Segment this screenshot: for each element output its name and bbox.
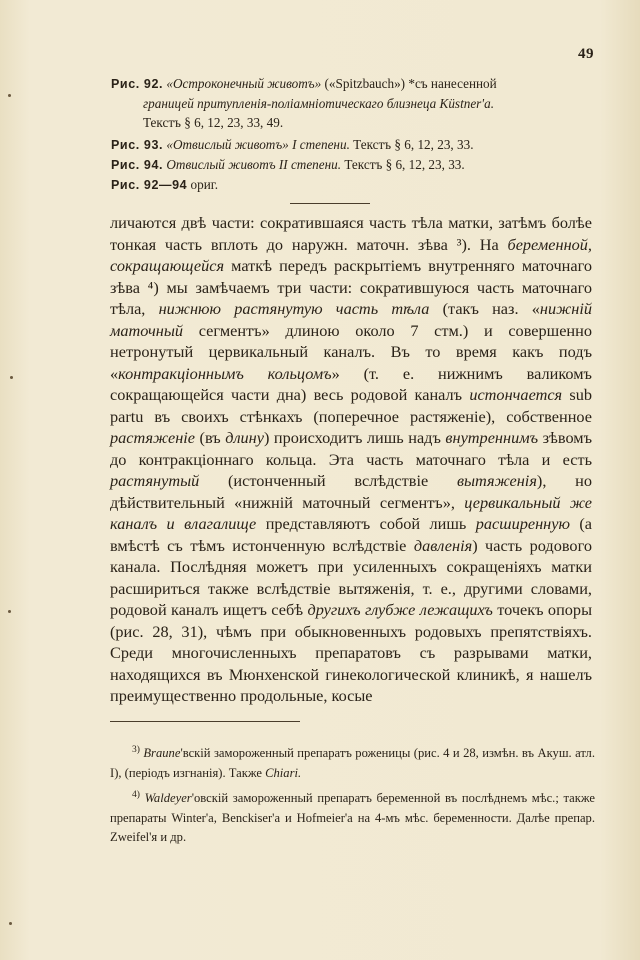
emphasis: нижній маточный <box>110 299 592 340</box>
footnote-text: 'вскій замороженный препаратъ роженицы (рис. 4 и 28, измѣн. въ Акуш. атл. I), (періодъ изгнанія). Также <box>110 746 595 780</box>
page-edge-mark <box>9 922 12 925</box>
emphasis: истончается <box>469 385 563 404</box>
footnote-author: Waldeyer <box>144 791 192 805</box>
emphasis: растянутый <box>110 471 200 490</box>
page-edge-mark <box>10 376 13 379</box>
page-edge-mark <box>8 610 11 613</box>
text-run: (истонченный вслѣдствіе <box>199 471 457 490</box>
emphasis: длину <box>225 428 264 447</box>
emphasis: растяженіе <box>110 428 196 447</box>
footnote-4 <box>110 789 595 848</box>
text-run: зѣвомъ до контракціоннаго кольца. Эта часть маточнаго тѣла и есть <box>110 428 592 469</box>
text-run: (такъ наз. « <box>429 299 540 318</box>
emphasis: контракціоннымъ кольцомъ <box>118 363 332 383</box>
text-run: ) происходитъ лишь надъ <box>263 428 446 447</box>
caption-label: Рис. 93. <box>111 138 164 152</box>
caption-divider <box>290 203 370 204</box>
caption-text: Текстъ § 6, 12, 23, 33. <box>341 157 465 172</box>
figure-captions <box>111 74 601 195</box>
emphasis: цервикальный же каналъ и влагалище <box>110 492 592 533</box>
caption-continuation: границей притупленія-поліамніотическаго близнеца Küstner'a. <box>143 96 495 111</box>
emphasis: вытяженія <box>456 471 537 490</box>
text-run: личаются двѣ части: сократившаяся часть тѣла матки, затѣмъ болѣе тонкая часть вплоть до наружн. маточн. зѣва ³). На <box>110 213 592 254</box>
text-run: ), но дѣйствительный «нижній маточный сегментъ», <box>110 471 592 512</box>
caption-references: Текстъ § 6, 12, 23, 33, 49. <box>143 115 284 130</box>
main-text <box>110 212 592 707</box>
emphasis: беременной, сокращающейся <box>110 234 592 275</box>
footnote-author: Braune <box>143 746 181 760</box>
footnote-author: Chiari. <box>265 765 302 780</box>
text-run: сегментъ» длиною около 7 стм.) и совершенно нетронутый цервикальный каналъ. Въ то время какъ подъ « <box>110 320 592 383</box>
caption-fig-93 <box>111 135 601 155</box>
footnote-text: 'овскій замороженный препаратъ беременной въ послѣднемъ мѣс.; также препараты Winter'a, Benckiser'a и Hofmeier'a на 4-мъ мѣс. беременности. Далѣе препар. Zweifel'я и др. <box>110 791 595 844</box>
footnote-3 <box>110 744 595 783</box>
emphasis: другихъ глубже лежащихъ <box>307 600 493 619</box>
text-run: (въ <box>195 428 226 447</box>
caption-label: Рис. 92—94 <box>111 178 188 192</box>
footnotes <box>110 744 595 854</box>
page-edge-mark <box>8 94 11 97</box>
emphasis: внутреннимъ <box>445 428 539 447</box>
caption-title: Отвислый животъ II степени. <box>166 157 342 172</box>
caption-fig-94 <box>111 155 601 175</box>
caption-label: Рис. 94. <box>111 158 164 172</box>
caption-label: Рис. 92. <box>111 77 164 91</box>
caption-text: («Spitzbauch») *съ нанесенной <box>321 76 497 91</box>
text-run: » (т. е. нижнимъ валикомъ сокращающейся части дна) весь родовой каналъ <box>110 363 592 404</box>
caption-text: ориг. <box>187 177 218 192</box>
text-run: маткѣ передъ раскрытіемъ внутренняго маточнаго зѣва ⁴) мы замѣчаемъ три части: сократившуюся часть маточнаго тѣла, <box>110 256 592 318</box>
text-run: ) часть родового канала. Послѣдняя можетъ при усиленныхъ сокращеніяхъ матки расшириться также вслѣдствіе вытяженія, т. е., другими словами, родовой каналъ ищетъ себѣ <box>110 535 592 619</box>
emphasis: расширенную <box>475 514 570 533</box>
caption-text: Текстъ § 6, 12, 23, 33. <box>349 137 474 152</box>
text-run: (а вмѣстѣ съ тѣмъ истонченную вслѣдствіе <box>110 514 593 555</box>
body-paragraph <box>110 212 592 707</box>
page-number: 49 <box>578 46 594 62</box>
emphasis: нижнюю растянутую часть тѣла <box>158 299 430 318</box>
footnote-mark: 4) <box>132 789 140 800</box>
text-run: представляютъ собой лишь <box>256 514 476 533</box>
caption-title: «Остроконечный животъ» <box>166 76 322 91</box>
caption-degree: I степени. <box>288 137 350 152</box>
caption-fig-92-94 <box>111 175 601 195</box>
footnote-divider <box>110 721 300 722</box>
footnote-mark: 3) <box>132 744 140 755</box>
text-run: точекъ опоры (рис. 28, 31), чѣмъ при обыкновенныхъ родовыхъ препятствіяхъ. Среди многочисленныхъ препаратовъ съ разрывами матки, находящихся въ Мюнхенской гинекологической клиникѣ, я нашелъ преимущественно продольные, косые <box>110 600 593 705</box>
caption-fig-92 <box>111 74 601 132</box>
emphasis: давленія <box>413 535 473 555</box>
caption-title: «Отвислый животъ» <box>166 137 289 152</box>
text-run: sub partu въ своихъ стѣнкахъ (поперечное растяженіе), собственное <box>110 385 592 426</box>
